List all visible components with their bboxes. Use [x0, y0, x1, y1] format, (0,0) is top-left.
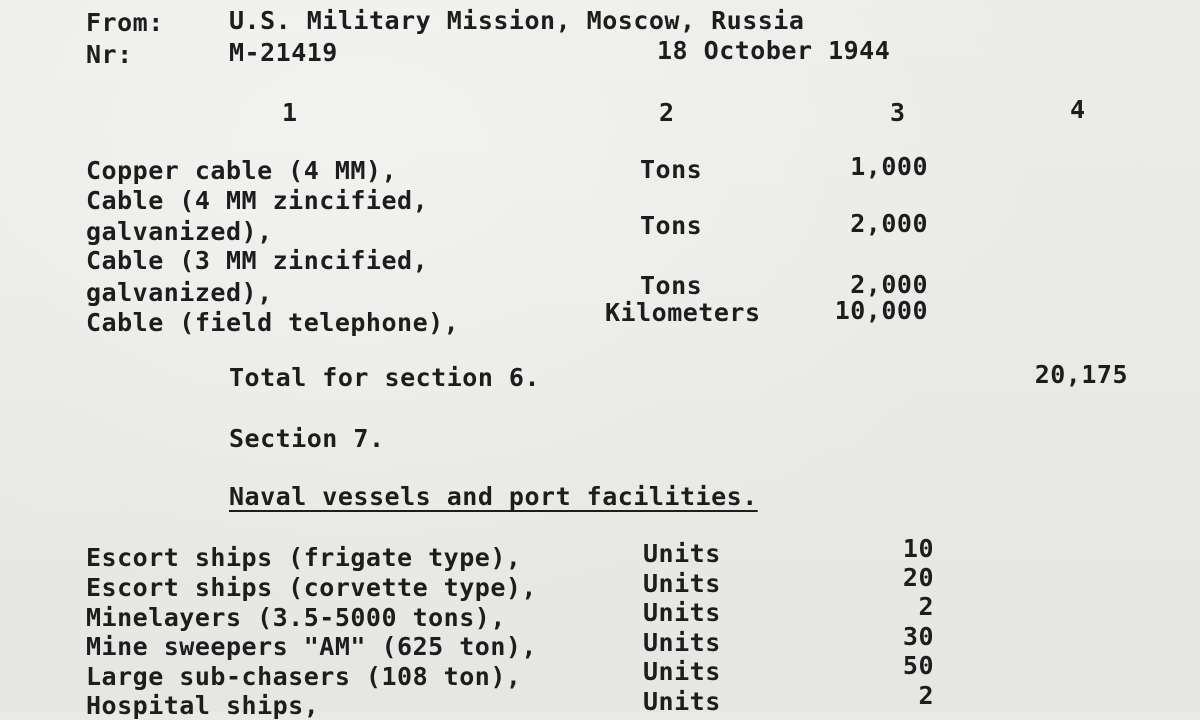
nr-value: M-21419 [229, 38, 338, 67]
item-mine-sweepers: Mine sweepers "AM" (625 ton), [86, 632, 537, 661]
column-number-1: 1 [282, 98, 298, 127]
qty-hospital-ships: 2 [918, 681, 934, 710]
unit-hospital-ships: Units [643, 687, 721, 716]
qty-cable-4mm: 2,000 [850, 209, 928, 238]
item-hospital-ships: Hospital ships, [86, 691, 320, 720]
from-value: U.S. Military Mission, Moscow, Russia [229, 6, 805, 35]
unit-field-telephone: Kilometers [605, 298, 761, 327]
item-cable-3mm-line1: Cable (3 MM zincified, [86, 246, 429, 275]
column-number-3: 3 [890, 98, 906, 127]
nr-label: Nr: [86, 40, 133, 69]
section7-title: Naval vessels and port facilities. [229, 482, 758, 511]
column-number-2: 2 [659, 98, 675, 127]
item-escort-frigate: Escort ships (frigate type), [86, 543, 522, 572]
qty-escort-frigate: 10 [902, 534, 934, 563]
item-cable-4mm-line2: galvanized), [86, 217, 273, 246]
item-cable-4mm-line1: Cable (4 MM zincified, [86, 186, 429, 215]
item-field-telephone: Cable (field telephone), [86, 308, 460, 337]
item-copper-cable: Copper cable (4 MM), [86, 156, 398, 185]
from-label: From: [86, 8, 164, 37]
unit-escort-frigate: Units [643, 539, 721, 568]
qty-copper-cable: 1,000 [850, 152, 928, 181]
unit-copper-cable: Tons [640, 155, 703, 184]
column-number-4: 4 [1070, 95, 1086, 124]
unit-minelayers: Units [643, 598, 721, 627]
qty-minelayers: 2 [918, 592, 934, 621]
unit-cable-3mm: Tons [640, 271, 703, 300]
unit-mine-sweepers: Units [643, 628, 721, 657]
unit-escort-corvette: Units [643, 569, 721, 598]
qty-mine-sweepers: 30 [902, 622, 934, 651]
document-date: 18 October 1944 [657, 36, 891, 65]
section7-heading: Section 7. [229, 424, 385, 453]
unit-cable-4mm: Tons [640, 211, 703, 240]
section6-total-value: 20,175 [1034, 360, 1128, 389]
item-escort-corvette: Escort ships (corvette type), [86, 573, 537, 602]
item-minelayers: Minelayers (3.5-5000 tons), [86, 603, 506, 632]
section6-total-label: Total for section 6. [229, 363, 541, 392]
item-large-sub-chasers: Large sub-chasers (108 ton), [86, 662, 522, 691]
qty-large-sub-chasers: 50 [902, 651, 934, 680]
qty-field-telephone: 10,000 [834, 296, 928, 325]
unit-large-sub-chasers: Units [643, 657, 721, 686]
qty-cable-3mm: 2,000 [850, 270, 928, 299]
item-cable-3mm-line2: galvanized), [86, 278, 273, 307]
qty-escort-corvette: 20 [902, 563, 934, 592]
